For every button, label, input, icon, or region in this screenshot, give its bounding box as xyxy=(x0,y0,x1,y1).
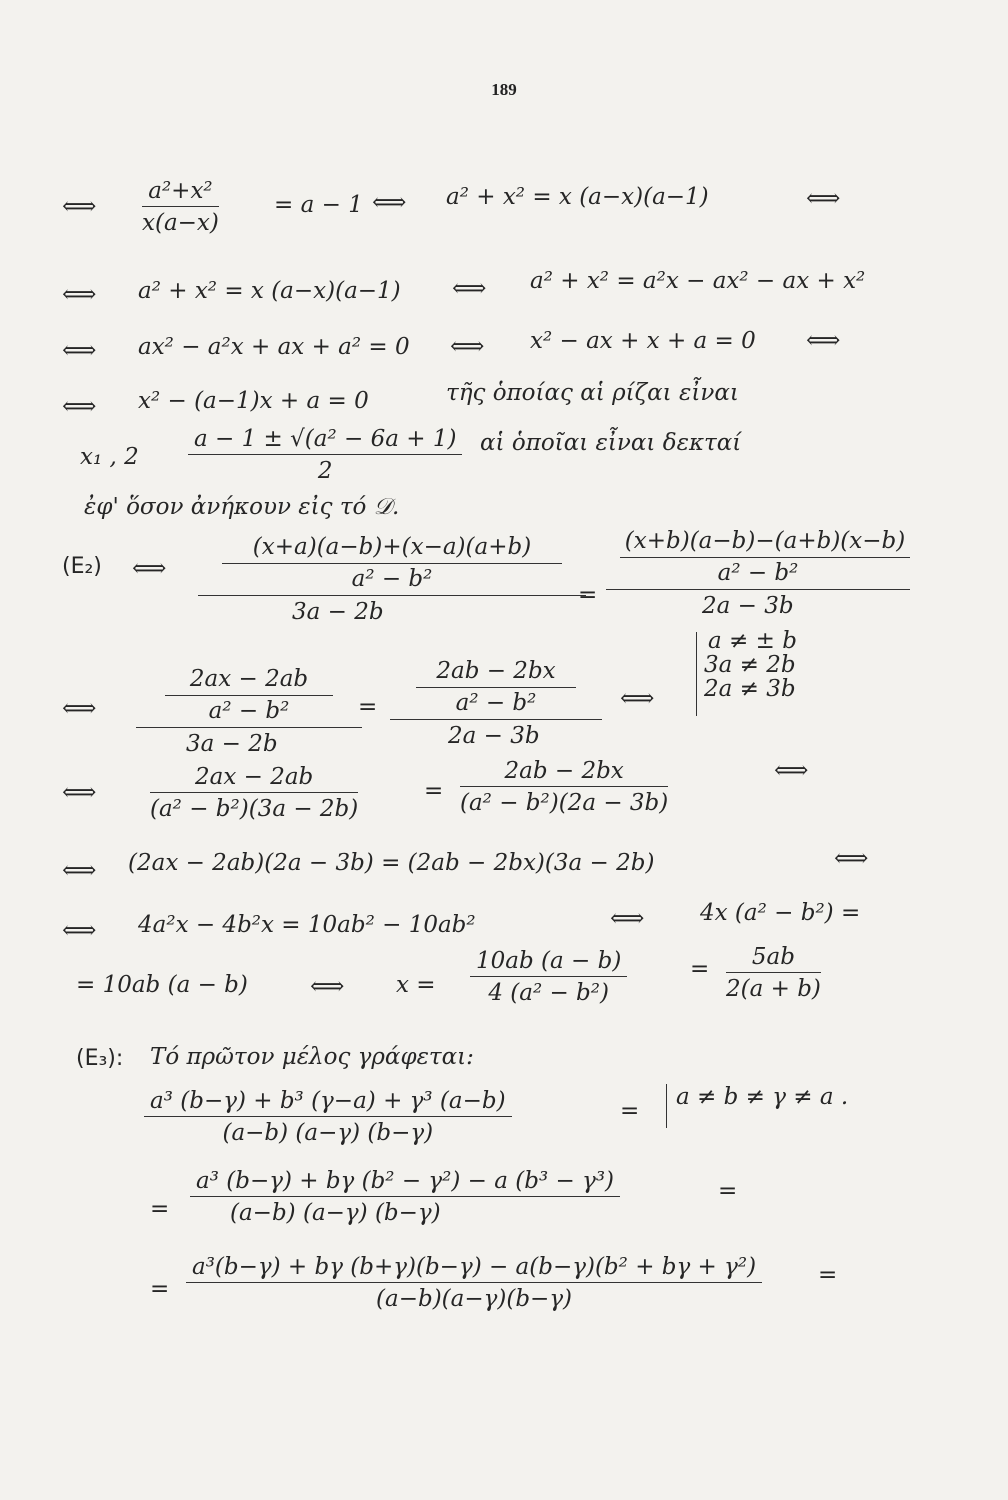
root-fraction xyxy=(188,426,462,484)
inner-denominator: a² − b² xyxy=(390,688,602,720)
equivalence-arrow: ⟺ xyxy=(62,916,97,944)
expression: x = xyxy=(396,972,436,998)
equation-line-14 xyxy=(0,1084,1008,1168)
expression: a² + x² = x (a−x)(a−1) xyxy=(138,278,401,304)
equivalence-arrow: ⟺ xyxy=(62,778,97,806)
fraction xyxy=(142,178,219,236)
numerator: 5ab xyxy=(726,944,821,973)
condition-bar xyxy=(696,632,697,716)
condition-bar xyxy=(666,1084,667,1128)
numerator: (x+b)(a−b)−(a+b)(x−b) xyxy=(620,526,910,558)
denominator: (a−b)(a−γ)(b−γ) xyxy=(376,1286,573,1312)
numerator: 2ab − 2bx xyxy=(416,656,576,688)
denominator: (a² − b²)(2a − 3b) xyxy=(460,790,669,816)
expression: ax² − a²x + ax + a² = 0 xyxy=(138,334,410,360)
equals-sign: = xyxy=(578,582,598,608)
inner-denominator: a² − b² xyxy=(606,558,910,590)
equation-line-15 xyxy=(0,1168,1008,1248)
condition: a ≠ b ≠ γ ≠ a . xyxy=(676,1084,849,1110)
fraction-left xyxy=(150,764,358,822)
equivalence-arrow: ⟺ xyxy=(62,392,97,420)
fraction xyxy=(470,948,627,1006)
fraction xyxy=(144,1088,512,1146)
expression: (2ax − 2ab)(2a − 3b) = (2ab − 2bx)(3a − 2b) xyxy=(128,850,655,876)
inner-denominator: a² − b² xyxy=(198,564,586,596)
numerator: (x+a)(a−b)+(x−a)(a+b) xyxy=(222,532,562,564)
expression: 4x (a² − b²) = xyxy=(700,900,861,926)
expression: = 10ab (a − b) xyxy=(76,972,248,998)
numerator: a²+x² xyxy=(142,178,219,207)
equivalence-arrow: ⟺ xyxy=(834,844,869,872)
equation-line-8 xyxy=(0,626,1008,757)
numerator: 10ab (a − b) xyxy=(470,948,627,977)
greek-text: αἱ ὁποῖαι εἶναι δεκταί xyxy=(480,430,742,456)
expression: x² − (a−1)x + a = 0 xyxy=(138,388,369,414)
greek-text: ἐφ' ὅσον ἀνήκουν εἰς τό 𝒟. xyxy=(84,494,400,520)
equivalence-arrow: ⟺ xyxy=(452,274,487,302)
fraction xyxy=(190,1168,620,1226)
outer-denominator: 2a − 3b xyxy=(448,723,540,749)
equivalence-arrow: ⟺ xyxy=(372,188,407,216)
numerator: a³(b−γ) + bγ (b+γ)(b−γ) − a(b−γ)(b² + bγ + γ²) xyxy=(186,1254,762,1283)
equals-sign: = xyxy=(358,694,378,720)
expression: a² + x² = a²x − ax² − ax + x² xyxy=(530,268,866,294)
equation-label: (E₂) xyxy=(62,554,102,579)
page-number: 189 xyxy=(491,80,517,99)
equation-line-12 xyxy=(0,944,1008,1024)
equivalence-arrow: ⟺ xyxy=(62,336,97,364)
equivalence-arrow: ⟺ xyxy=(450,332,485,360)
compound-fraction-right xyxy=(390,656,602,749)
fraction xyxy=(726,944,821,1002)
expression: x² − ax + x + a = 0 xyxy=(530,328,756,354)
equation-e2 xyxy=(0,528,1008,638)
equals-sign: = xyxy=(150,1196,170,1222)
equivalence-arrow: ⟺ xyxy=(610,904,645,932)
equivalence-arrow: ⟺ xyxy=(310,972,345,1000)
outer-denominator: 2a − 3b xyxy=(702,593,794,619)
denominator: x(a−x) xyxy=(142,210,219,236)
equals-sign: = xyxy=(718,1178,738,1204)
fraction-right xyxy=(460,758,668,816)
outer-denominator: 3a − 2b xyxy=(292,599,384,625)
fraction xyxy=(186,1254,762,1312)
numerator: a³ (b−γ) + b³ (γ−a) + γ³ (a−b) xyxy=(144,1088,512,1117)
root-variable: x₁ , 2 xyxy=(80,444,139,470)
compound-fraction-left xyxy=(136,664,362,757)
equivalence-arrow: ⟺ xyxy=(132,554,167,582)
numerator: 2ab − 2bx xyxy=(460,758,668,787)
equation-line-1 xyxy=(0,178,1008,258)
equivalence-arrow: ⟺ xyxy=(806,326,841,354)
inner-denominator: a² − b² xyxy=(136,696,362,728)
equals-sign: = xyxy=(620,1098,640,1124)
condition: 2a ≠ 3b xyxy=(704,676,796,702)
equals-sign: = xyxy=(150,1276,170,1302)
equivalence-arrow: ⟺ xyxy=(806,184,841,212)
equals-sign: = xyxy=(818,1262,838,1288)
denominator: (a² − b²)(3a − 2b) xyxy=(150,796,359,822)
equals-sign: = xyxy=(424,778,444,804)
equivalence-arrow: ⟺ xyxy=(774,756,809,784)
equation-label: (E₃): xyxy=(76,1046,124,1071)
equals-sign: = xyxy=(690,956,710,982)
compound-fraction-left xyxy=(198,532,586,625)
compound-fraction-right xyxy=(606,526,910,619)
greek-text: τῆς ὁποίας αἱ ρίζαι εἶναι xyxy=(446,380,739,406)
equation-line-9 xyxy=(0,758,1008,838)
denominator: (a−b) (a−γ) (b−γ) xyxy=(222,1120,434,1146)
expression: = a − 1 xyxy=(274,192,363,218)
equation-line-16 xyxy=(0,1254,1008,1334)
denominator: 2(a + b) xyxy=(726,976,821,1002)
equivalence-arrow: ⟺ xyxy=(62,856,97,884)
denominator: 4 (a² − b²) xyxy=(488,980,609,1006)
expression: a² + x² = x (a−x)(a−1) xyxy=(446,184,709,210)
numerator: 2ax − 2ab xyxy=(150,764,358,793)
equivalence-arrow: ⟺ xyxy=(62,694,97,722)
condition: 3a ≠ 2b xyxy=(704,652,796,678)
numerator: a − 1 ± √(a² − 6a + 1) xyxy=(188,426,462,455)
denominator: 2 xyxy=(317,458,333,484)
expression: 4a²x − 4b²x = 10ab² − 10ab² xyxy=(138,912,476,938)
denominator: (a−b) (a−γ) (b−γ) xyxy=(230,1200,441,1226)
numerator: 2ax − 2ab xyxy=(165,664,333,696)
outer-denominator: 3a − 2b xyxy=(186,731,278,757)
numerator: a³ (b−γ) + bγ (b² − γ²) − a (b³ − γ³) xyxy=(190,1168,620,1197)
greek-text: Τό πρῶτον μέλος γράφεται: xyxy=(150,1044,474,1070)
equivalence-arrow: ⟺ xyxy=(62,192,97,220)
equivalence-arrow: ⟺ xyxy=(62,280,97,308)
equivalence-arrow: ⟺ xyxy=(620,684,655,712)
condition: a ≠ ± b xyxy=(708,628,797,654)
